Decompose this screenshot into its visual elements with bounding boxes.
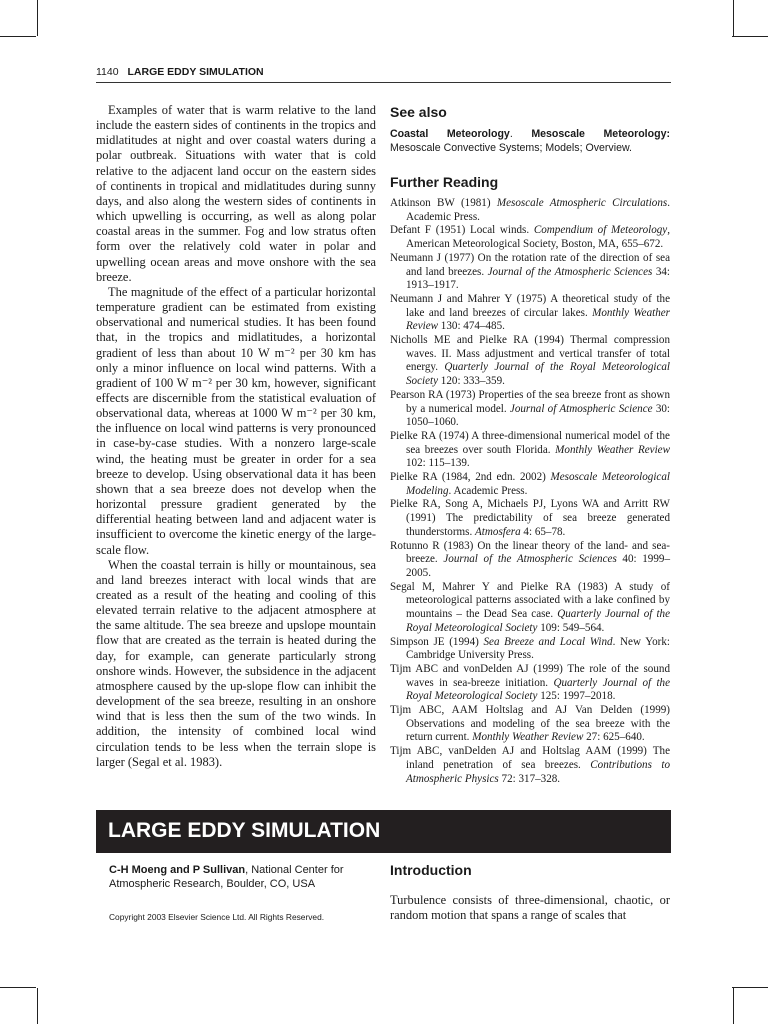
reference-item: Neumann J (1977) On the rotation rate of the direction of sea and land breezes. Journal of the Atmospheric Sciences 34: 1913–1917. (390, 251, 671, 292)
reference-item: Rotunno R (1983) On the linear theory of the land- and sea-breeze. Journal of the Atmospheric Sciences 40: 1999–2005. (390, 539, 670, 579)
body-paragraph: The magnitude of the effect of a particular horizontal temperature gradient can be estimated from existing observational and numerical studies. It has been found that, in the tropics and midlatitudes, a horizontal gradient of less than about 10 W m⁻² per 30 km has only a minor influence on local wind patterns. With a gradient of 100 W m⁻² per 30 km, however, significant effects are discernible from the statistical evaluation of observational data, whereas at 1000 W m⁻² per 30 km, the influence on local wind patterns is very pronounced in case-by-case studies. With a nonzero large-scale wind, the heating must be greater in order for a sea breeze to develop. Using observational data it has been shown that a sea breeze does not develop when the horizontal pressure gradient generated by the differential heating between land and adjacent water is insufficient to overcome the kinetic energy of the large-scale flow. (96, 284, 376, 557)
reference-item: Pielke RA, Song A, Michaels PJ, Lyons WA and Arritt RW (1991) The predictability of sea breeze generated thunderstorms. Atmosfera 4: 65–78. (390, 498, 670, 538)
left-column (96, 103, 376, 770)
further-reading-heading: Further Reading (390, 174, 499, 190)
reference-list (390, 197, 670, 786)
right-column (390, 103, 670, 786)
reference-item: Neumann J and Mahrer Y (1975) A theoretical study of the lake and land breezes of circular lakes. Monthly Weather Review 130: 474–485. (390, 292, 670, 333)
see-also-rest: Mesoscale Convective Systems; Models; Overview. (390, 142, 632, 154)
reference-item: Atkinson BW (1981) Mesoscale Atmospheric Circulations. Academic Press. (390, 197, 670, 223)
see-also-heading: See also (390, 104, 447, 120)
reference-item: Nicholls ME and Pielke RA (1994) Thermal compression waves. II. Mass adjustment and vertical transfer of total energy. Quarterly Journal of the Royal Meteorological Society 120: 333–359. (390, 334, 670, 388)
running-head (96, 66, 264, 78)
crop-mark (732, 987, 768, 988)
reference-item: Simpson JE (1994) Sea Breeze and Local Wind. New York: Cambridge University Press. (390, 635, 670, 662)
body-paragraph: Examples of water that is warm relative to the land include the eastern sides of continents in the tropics and midlatitudes at night and over coastal waters during a polar outbreak. Situations with water that is cold relative to the adjacent land occur on the eastern sides of continents in tropical and midlatitudes during sunny days, and also along the western sides of continents in which upwelling is occurring, as well as along polar coastal areas in the summer. Fog and low stratus often form over the relatively cold water in polar and upwelling ocean areas and move onshore with the sea breeze. (96, 103, 376, 284)
see-also-link[interactable]: Coastal Meteorology (390, 128, 510, 140)
reference-item: Tijm ABC, AAM Holtslag and AJ Van Delden (1999) Observations and modeling of the sea breeze with the return current. Monthly Weather Review 27: 625–640. (390, 704, 670, 744)
header-rule (96, 82, 671, 83)
see-also-separator: . (509, 128, 532, 140)
body-paragraph: When the coastal terrain is hilly or mountainous, sea and land breezes interact with local winds that are created as a result of the heating and cooling of this elevated terrain relative to the adjacent atmosphere at the same altitude. The sea breeze and upslope mountain flow that are created as the terrain is heated during the day, for example, can generate particularly strong onshore winds. However, the subsidence in the adjacent atmosphere caused by the up-slope flow can inhibit the development of the sea breeze, resulting in an onshore wind that is less then the sum of the two winds. In addition, the intensity of combined local wind circulation tends to be less when the terrain slope is larger (Segal et al. 1983). (96, 557, 376, 769)
crop-mark (733, 988, 734, 1024)
see-also-link[interactable]: Mesoscale Meteorology: (531, 128, 670, 140)
crop-mark (733, 0, 734, 36)
reference-item: Defant F (1951) Local winds. Compendium of Meteorology, American Meteorological Society, Boston, MA, 655–672. (390, 224, 671, 251)
reference-item: Pielke RA (1974) A three-dimensional numerical model of the sea breezes over south Florida. Monthly Weather Review 102: 115–139. (390, 429, 670, 470)
crop-mark (732, 36, 768, 37)
reference-item: Segal M, Mahrer Y and Pielke RA (1983) A study of meteorological patterns associated with a lake confined by mountains – the Dead Sea case. Quarterly Journal of the Royal Meteorological Society 109: 549–564. (390, 580, 671, 634)
page-number: 1140 (96, 66, 119, 78)
author-affiliation: , National Center for Atmospheric Research, Boulder, CO, USA (109, 864, 344, 890)
crop-mark (0, 987, 36, 988)
introduction-text: Turbulence consists of three-dimensional, chaotic, or random motion that spans a range of scales that (390, 893, 670, 923)
crop-mark (0, 36, 36, 37)
article-title: LARGE EDDY SIMULATION (108, 819, 381, 842)
crop-mark (37, 0, 38, 36)
author-names: C-H Moeng and P Sullivan (109, 864, 246, 876)
reference-item: Tijm ABC, vanDelden AJ and Holtslag AAM (1999) The inland penetration of sea breezes. Contributions to Atmospheric Physics 72: 317–328. (390, 745, 670, 785)
reference-item: Pielke RA (1984, 2nd edn. 2002) Mesoscale Meteorological Modeling. Academic Press. (390, 471, 670, 497)
copyright-notice: Copyright 2003 Elsevier Science Ltd. All Rights Reserved. (109, 912, 325, 922)
author-block (109, 863, 349, 891)
see-also-text (390, 127, 670, 155)
introduction-heading: Introduction (390, 862, 472, 878)
reference-item: Pearson RA (1973) Properties of the sea breeze front as shown by a numerical model. Journal of Atmospheric Science 30: 1050–1060. (390, 388, 670, 429)
reference-item: Tijm ABC and vonDelden AJ (1999) The role of the sound waves in sea-breeze initiation. Quarterly Journal of the Royal Meteorological Society 125: 1997–2018. (390, 662, 670, 703)
article-title-banner (96, 810, 671, 853)
running-title: LARGE EDDY SIMULATION (127, 66, 264, 78)
crop-mark (37, 988, 38, 1024)
